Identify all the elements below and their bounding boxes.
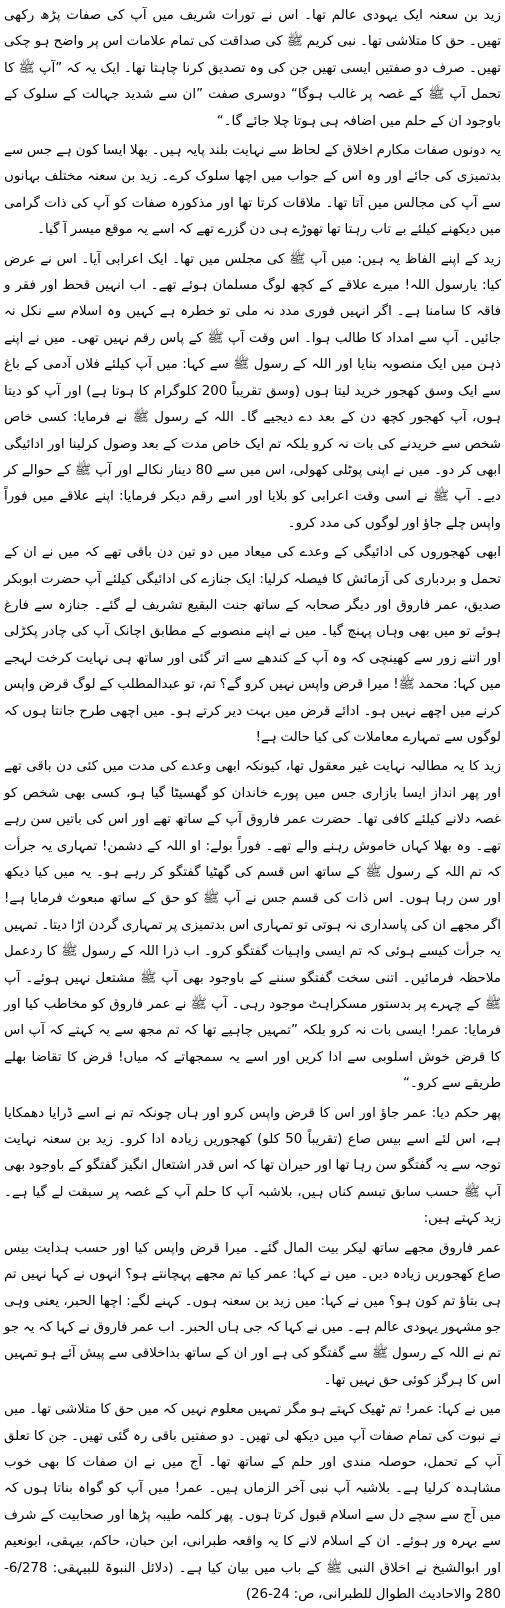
- paragraph-7: عمر فاروق مجھے ساتھ لیکر بیت المال گئے۔ میرا قرض واپس کیا اور حسب ہدایت بیس صاع کھجوریں زیادہ دیں۔ میں نے کہا: عمر کیا تم مجھے پہچانتے ہو؟ انہوں نے کہا نہیں تم ہی بتاؤ تم کون ہو؟ میں نے کہا: میں زید بن سعنہ ہوں۔ کہنے لگے: اچھا الحبر، یعنی وہی جو مشہور یہودی عالم ہے۔ میں نے کہا کہ جی ہاں الحبر۔ اب عمر فاروق نے کہا کہ یہ جو تم نے اللہ کے رسول ﷺ سے گفتگو کی ہے اور ان کے ساتھ بداخلاقی سے پیش آئے ہو تمہیں اس کا ہرگز کوئی حق نہیں تھا۔: [4, 1240, 501, 1388]
- paragraph-5: زید کا یہ مطالبہ نہایت غیر معقول تھا، کیونکہ ابھی وعدے کی مدت میں کئی دن باقی تھے اور پھر انداز ایسا بازاری جس میں پورے خاندان کو گھسیٹا گیا ہو، کسی بھی شخص کو غصہ دلانے کیلئے کافی تھا۔ حضرت عمر فاروق آپ کے ساتھ تھے اور اس کی باتیں سن رہے تھے۔ وہ بھلا کہاں خاموش رہنے والے تھے۔ فوراً بولے: او اللہ کے دشمن! تمہاری یہ جرأت کہ تم اللہ کے رسول ﷺ کے ساتھ اس قسم کی گھٹیا گفتگو کر رہے ہو۔ یہ میں کیا دیکھ اور سن رہا ہوں۔ اس ذات کی قسم جس نے آپ ﷺ کو حق کے ساتھ مبعوث فرمایا ہے! اگر مجھے ان کی پاسداری نہ ہوتی تو تمہاری اس بدتمیزی پر تمہاری گردن اڑا دیتا۔ تمہیں یہ جرأت کیسے ہوئی کہ تم ایسی واہیات گفتگو کرو۔ اب ذرا اللہ کے رسول ﷺ کا ردعمل ملاحظہ فرمائیں۔ اتنی سخت گفتگو سننے کے باوجود بھی آپ ﷺ مشتعل نہیں ہوئے۔ آپ ﷺ کے چہرے پر بدستور مسکراہٹ موجود رہی۔ آپ ﷺ نے عمر فاروق کو مخاطب کیا اور فرمایا: عمر! ایسی بات نہ کرو بلکہ ”تمہیں چاہیے تھا کہ تم مجھ سے یہ کہتے کہ آپ اس کا قرض خوش اسلوبی سے ادا کریں اور اسے یہ سمجھاتے کہ میاں! قرض کا تقاضا بھلے طریقے سے کرو۔“: [4, 759, 501, 1092]
- paragraph-4: ابھی کھجوروں کی ادائیگی کے وعدے کی میعاد میں دو تین دن باقی تھے کہ میں نے ان کے تحمل و بردباری کی آزمائش کا فیصلہ کرلیا: ایک جنازے کی ادائیگی کیلئے آپ حضرت ابوبکر صدیق، عمر فاروق اور دیگر صحابہ کے ساتھ جنت البقیع تشریف لے گئے۔ جنازہ سے فارغ ہوئے تو میں بھی وہاں پہنچ گیا۔ میں نے اپنے منصوبے کے مطابق اچانک آپ کی چادر پکڑلی اور اتنے زور سے کھینچی کہ وہ آپ کے کندھے سے اتر گئی اور ساتھ ہی نہایت کرخت لہجے میں کہا: محمد ﷺ! میرا قرض واپس نہیں کرو گے؟ تم، تو عبدالمطلب کے لوگ قرض واپس کرنے میں اچھے نہیں ہو۔ ادائے قرض میں بہت دیر کرتے ہو۔ میں اچھی طرح جانتا ہوں کہ لوگوں سے تمہارے معاملات کی کیا حالت ہے!: [4, 545, 501, 745]
- paragraph-6: پھر حکم دیا: عمر جاؤ اور اس کا قرض واپس کرو اور ہاں چونکہ تم نے اسے ڈرایا دھمکایا ہے، اس لئے اسے بیس صاع (تقریباً 50 کلو) کھجوریں زیادہ ادا کرو۔ زید بن سعنہ نہایت توجہ سے یہ گفتگو سن رہا تھا اور حیران تھا کہ اس قدر اشتعال انگیز گفتگو کے باوجود بھی آپ ﷺ حسب سابق تبسم کناں ہیں، بلاشبہ آپ کا حلم آپ کے غصہ پر سبقت لے گیا ہے۔ زید کہتے ہیں:: [4, 1105, 501, 1227]
- paragraph-1: زید بن سعنہ ایک یہودی عالم تھا۔ اس نے تورات شریف میں آپ کی صفات پڑھ رکھی تھیں۔ حق کا متلاشی تھا۔ نبی کریم ﷺ کی صداقت کی تمام علامات اس پر واضح ہو چکی تھیں۔ صرف دو صفتیں ایسی تھیں جن کی وہ تصدیق کرنا چاہتا تھا۔ ایک یہ کہ ”آپ ﷺ کا تحمل آپ ﷺ کے غصہ پر غالب ہوگا“ دوسری صفت ”ان سے شدید جہالت کے سلوک کے باوجود ان کے حلم میں اضافہ ہی ہوتا چلا جائے گا۔“: [4, 8, 501, 129]
- paragraph-8: میں نے کہا: عمر! تم ٹھیک کہتے ہو مگر تمہیں معلوم نہیں کہ میں حق کا متلاشی تھا۔ میں نے نبوت کی تمام صفات آپ میں دیکھ لی تھیں۔ دو صفتیں باقی رہ گئی تھیں۔ جن کا تعلق آپ کے تحمل، حوصلہ مندی اور حلم کے ساتھ تھا۔ آج میں نے ان صفات کا بھی خوب مشاہدہ کرلیا ہے۔ بلاشبہ آپ نبی آخر الزماں ہیں۔ عمر! میں آپ کو گواہ بناتا ہوں کہ میں آج سے سچے دل سے اسلام قبول کرتا ہوں۔ پھر کلمہ طیبہ پڑھا اور صحابیت کے شرف سے بہرہ ور ہوئے۔ ان کے اسلام لانے کا یہ واقعہ طبرانی، ابن حبان، حاکم، بیہقی، ابونعیم اور ابوالشیخ نے اخلاق النبی ﷺ کے باب میں بیان کیا ہے۔ (دلائل النبوۃ للبیہقی: 6/278-280 والاحادیث الطوال للطبرانی، ص: 24-26): [4, 1402, 501, 1602]
- paragraph-3: زید کے اپنے الفاظ یہ ہیں: میں آپ ﷺ کی مجلس میں تھا۔ ایک اعرابی آیا۔ اس نے عرض کیا: یارسول اللہ! میرے علاقے کے کچھ لوگ مسلمان ہوئے تھے۔ اب انہیں قحط اور فقر و فاقہ کا سامنا ہے۔ اگر انہیں فوری مدد نہ ملی تو خطرہ ہے کہیں وہ اسلام سے نکل نہ جائیں۔ آپ سے امداد کا طالب ہوا۔ اس وقت آپ ﷺ کے پاس رقم نہیں تھی۔ میں نے اپنے ذہن میں ایک منصوبہ بنایا اور اللہ کے رسول ﷺ سے کہا: میں آپ کیلئے فلاں آدمی کے باغ سے ایک وسق کھجور خرید لیتا ہوں (وسق تقریباً 200 کلوگرام کا ہوتا ہے) اور آپ کو دیتا ہوں، آپ کھجور کچھ دن کے بعد دے دیجیے گا۔ اللہ کے رسول ﷺ نے فرمایا: کسی خاص شخص سے خریدنے کی بات نہ کرو بلکہ تم ایک خاص مدت کے بعد وصول کرلینا اور ادائیگی ابھی کر دو۔ میں نے اپنی پوٹلی کھولی، اس میں سے 80 دینار نکالے اور آپ ﷺ کے حوالے کر دیے۔ آپ ﷺ نے اسی وقت اعرابی کو بلایا اور اسے رقم دیکر فرمایا: اپنے علاقے میں فوراً واپس چلے جاؤ اور لوگوں کی مدد کرو۔: [4, 251, 501, 531]
- paragraph-2: یہ دونوں صفات مکارم اخلاق کے لحاظ سے نہایت بلند پایہ ہیں۔ بھلا ایسا کون ہے جس سے بدتمیزی کی جائے اور وہ اس کے جواب میں اچھا سلوک کرے۔ زید بن سعنہ مختلف بہانوں سے آپ کی مجالس میں آتا تھا۔ ملاقات کرتا تھا اور مذکورہ صفات کو آپ کی ذات گرامی میں دیکھنے کیلئے بے تاب رہتا تھا تھوڑے ہی دن گزرے تھے کہ اسے یہ موقع میسر آ گیا۔: [4, 143, 501, 238]
